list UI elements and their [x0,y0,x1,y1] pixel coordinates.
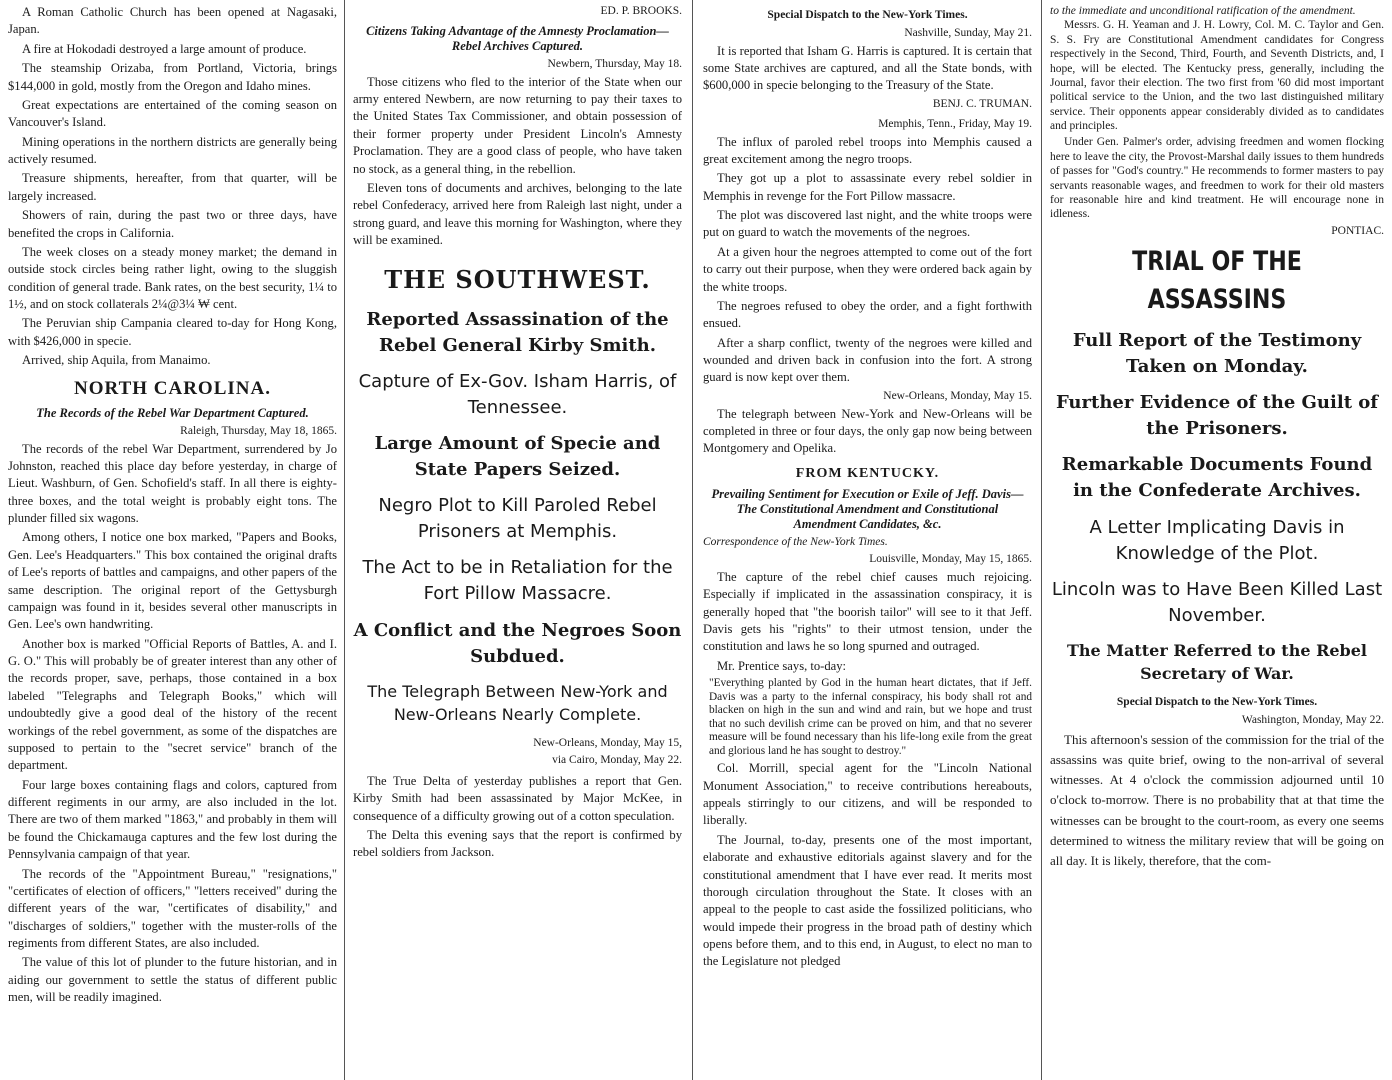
article-paragraph: Messrs. G. H. Yeaman and J. H. Lowry, Col. M. C. Taylor and Gen. S. S. Fry are Constitutional Amendment candidates for Congress respectively in the Second, Third, Fourth, and Seventh Districts, and, I hope, will be elected. The Kentucky press, generally, including the Journal, favor their election. The two first from '60 did most important political service to the Union, and the two last distinguished military service. Their opponents appear considerably divided as to candidates and principles. [1050,19,1384,132]
news-item: A fire at Hokodadi destroyed a large amount of produce. [22,41,307,56]
article-paragraph: The Delta this evening says that the report is confirmed by rebel soldiers from Jackson. [353,827,682,860]
column-4 [1042,0,1392,1080]
article-paragraph: to the immediate and unconditional ratification of the amendment. [1050,5,1356,17]
article-paragraph: The records of the "Appointment Bureau," "resignations," "certificates of election of officers," "letters received" during the different years of the war, "certificates of disability," and "discharges of soldiers," together with the muster-rolls of the regiments from different States, are also included. [8,866,337,951]
news-item: Mining operations in the northern districts are generally being actively resumed. [8,134,337,166]
column-3 [695,0,1040,1080]
headline-deck: Further Evidence of the Guilt of the Prisoners. [1055,392,1379,440]
dateline: via Cairo, Monday, May 22. [552,753,682,766]
article-paragraph: The plot was discovered last night, and the white troops were put on guard to watch the movements of the negroes. [703,208,1032,240]
dateline: Newbern, Thursday, May 18. [547,57,682,70]
dateline: Louisville, Monday, May 15, 1865. [869,552,1032,565]
article-paragraph: The True Delta of yesterday publishes a report that Gen. Kirby Smith had been assassinated by Major McKee, in consequence of a difficulty growing out of a cotton speculation. [353,773,682,823]
article-paragraph: Eleven tons of documents and archives, belonging to the late rebel Confederacy, arrived here from Raleigh last night, under a strong guard, and leave this morning for Washington, where they will be examined. [353,180,682,248]
article-paragraph: The influx of paroled rebel troops into Memphis caused a great excitement among the negro troops. [703,134,1032,166]
news-item: Great expectations are entertained of the coming season on Vancouver's Island. [8,97,337,130]
article-paragraph: Four large boxes containing flags and colors, captured from different regiments in our army, are also included in the lot. There are two of them marked "1863," and probably in them will be found the Chickamauga captures and the few lost during the Pennsylvania campaign of that year. [8,777,337,862]
special-dispatch-label: Special Dispatch to the New-York Times. [1116,696,1318,709]
dateline: Washington, Monday, May 22. [1241,714,1384,727]
section-heading: FROM KENTUCKY. [795,465,940,481]
headline-deck: The Telegraph Between New-York and New-Orleans Nearly Complete. [367,681,668,724]
headline-deck: The Act to be in Retaliation for the Fort Pillow Massacre. [362,557,673,605]
article-paragraph: Under Gen. Palmer's order, advising freedmen and women flocking here to leave the city, the Provost-Marshal daily issues to them hundreds of passes for "God's country." He recommends to former masters to pay servants reasonable wages, and freedmen to work for their old masters for reasonable hire and kind treatment. He will encourage none in idleness. [1050,136,1384,221]
article-paragraph: The Journal, to-day, presents one of the most important, elaborate and exhaustive editorials against slavery and for the constitutional amendment that I have ever read. It merits most thorough circulation throughout the State. It closes with an appeal to the people to cast aside the fossilized politicians, who would impede their progress in the broad path of destiny which opens before them, and to this end, in August, to elect no man to the Legislature not pledged [703,832,1032,969]
article-paragraph: The value of this lot of plunder to the future historian, and in aiding our government to settle the status of different public men, will be readily imagined. [8,955,337,1005]
article-paragraph: The negroes refused to obey the order, and a fight forthwith ensued. [703,298,1032,331]
quotation: "Everything planted by God in the human heart dictates, that if Jeff. Davis was a party to the infernal conspiracy, his body shall rot and blacken on high in the sun and wind and rain, but we hope and trust that no such devilish crime can be proved on him, and that no severer measure will be found necessary than his life-long exile from the great and glorious land he has sought to destroy." [709,677,1032,757]
signature: PONTIAC. [1331,224,1384,237]
article-subhead: The Records of the Rebel War Department Captured. [36,405,309,420]
section-heading: NORTH CAROLINA. [74,377,271,399]
column-2 [345,0,690,1080]
article-subhead: Prevailing Sentiment for Execution or Exile of Jeff. Davis—The Constitutional Amendment and Constitutional Amendment Candidates, &c. [711,487,1024,532]
article-paragraph: After a sharp conflict, twenty of the negroes were killed and wounded and driven back in confusion into the fort. A strong guard is now kept over them. [703,335,1032,385]
headline-deck: A Conflict and the Negroes Soon Subdued. [353,619,682,667]
headline-deck: Reported Assassination of the Rebel General Kirby Smith. [366,308,669,356]
article-paragraph: This afternoon's session of the commission for the trial of the assassins was quite brief, owing to the non-arrival of several witnesses. At 4 o'clock the commission adjourned until 10 o'clock to-morrow. There is no probability that at that time the witnesses can be brought to the court-room, as every one seems determined to witness the military review that will be going on all day. It is likely, therefore, that the com- [1050,732,1384,868]
column-rule [692,0,693,1080]
article-paragraph: They got up a plot to assassinate every rebel soldier in Memphis in revenge for the Fort Pillow massacre. [703,171,1032,203]
headline-deck: Full Report of the Testimony Taken on Monday. [1072,329,1362,378]
signature: ED. P. BROOKS. [600,5,682,17]
article-paragraph: It is reported that Isham G. Harris is captured. It is certain that some State archives are captured, and all the State bonds, with $600,000 in specie belonging to the Treasury of the State. [703,43,1032,93]
article-paragraph: Col. Morrill, special agent for the "Lincoln National Monument Association," to receive contributions hereabouts, appeals stirringly to our citizens, and will be responded to liberally. [703,761,1032,828]
news-item: The Peruvian ship Campania cleared to-day for Hong Kong, with $426,000 in specie. [8,316,337,348]
article-paragraph: Mr. Prentice says, to-day: [717,658,847,673]
article-paragraph: Another box is marked "Official Reports of Battles, A. and I. G. O." This will probably be of greater interest than any other of the records proper, save, perhaps, those contained in a box labeled "Telegraphs and Telegraph Books," which will undoubtedly give a good deal of the history of the recent workings of the rebel government, as some of the dispatches are supposed to pertain to the "secret service" branch of the department. [8,636,337,773]
headline-deck: Lincoln was to Have Been Killed Last November. [1051,578,1383,626]
correspondence-line: Correspondence of the New-York Times. [703,536,888,549]
article-paragraph: Those citizens who fled to the interior of the State when our army entered Newbern, are now returning to pay their taxes to the United States Tax Commissioner, and obtain possession of their former property under President Lincoln's Amnesty Proclamation. They are a good class of people, who have taken no stock, as a general thing, in the rebellion. [353,74,682,176]
headline-deck: A Letter Implicating Davis in Knowledge of the Plot. [1089,516,1345,564]
article-paragraph: At a given hour the negroes attempted to come out of the fort to carry out their purpose, when they were ordered back again by the white troops. [703,244,1032,294]
news-item: Arrived, ship Aquila, from Manaimo. [22,353,211,368]
dateline: Memphis, Tenn., Friday, May 19. [878,117,1032,130]
headline-deck: The Matter Referred to the Rebel Secretary of War. [1067,640,1367,684]
article-paragraph: The capture of the rebel chief causes much rejoicing. Especially if implicated in the assassination conspiracy, it is generally hoped that "the boorish tailor" will see to it that Jeff. Davis gets his "rights" to their utmost tension, under the constitution and laws he so long spurned and outraged. [703,569,1032,654]
headline-deck: Negro Plot to Kill Paroled Rebel Prisoners at Memphis. [378,495,657,543]
news-item: The steamship Orizaba, from Portland, Victoria, brings $144,000 in gold, mostly from the Oregon and Idaho mines. [8,61,337,93]
section-heading: TRIAL OF THE ASSASSINS [1132,246,1302,315]
news-item: A Roman Catholic Church has been opened at Nagasaki, Japan. [8,5,337,37]
article-paragraph: Among others, I notice one box marked, "Papers and Books, Gen. Lee's Headquarters." This box contained the original drafts of Lee's reports of battles and campaigns, and other papers of the same description. The original report of the Gettysburgh campaign was found in it, besides several other manuscripts in Gen. Lee's own handwriting. [8,530,337,632]
dateline: Nashville, Sunday, May 21. [904,26,1032,39]
article-paragraph: The records of the rebel War Department, surrendered by Jo Johnston, reached this place day before yesterday, in charge of Lieut. Washburn, of Gen. Schofield's staff. In all there is eighty-three boxes, and the total weight is probably eight tons. The plunder filled six wagons. [8,441,337,526]
dateline: New-Orleans, Monday, May 15, [533,737,682,750]
dateline: Raleigh, Thursday, May 18, 1865. [180,424,337,437]
headline-deck: Remarkable Documents Found in the Confederate Archives. [1061,454,1373,502]
section-heading: THE SOUTHWEST. [384,265,651,295]
news-item: The week closes on a steady money market; the demand in outside stock circles being rather light, owing to the sluggish condition of general trade. Bank rates, on the best security, 1¼ to 1½, and on stock collaterals 2¼@3¼ ₩ cent. [8,244,337,311]
news-item: Showers of rain, during the past two or three days, have benefited the crops in California. [8,208,337,240]
news-item: Treasure shipments, hereafter, from that quarter, will be largely increased. [8,171,337,203]
column-1 [0,0,345,1080]
headline-deck: Capture of Ex-Gov. Isham Harris, of Tennessee. [358,370,677,418]
article-paragraph: The telegraph between New-York and New-Orleans will be completed in three or four days, the only gap now being between Montgomery and Opelika. [703,406,1032,456]
signature: BENJ. C. TRUMAN. [932,97,1032,110]
headline-deck: Large Amount of Specie and State Papers Seized. [374,432,661,481]
special-dispatch-label: Special Dispatch to the New-York Times. [767,9,968,21]
article-subhead: Citizens Taking Advantage of the Amnesty Proclamation—Rebel Archives Captured. [366,23,669,53]
dateline: New-Orleans, Monday, May 15. [883,389,1032,402]
